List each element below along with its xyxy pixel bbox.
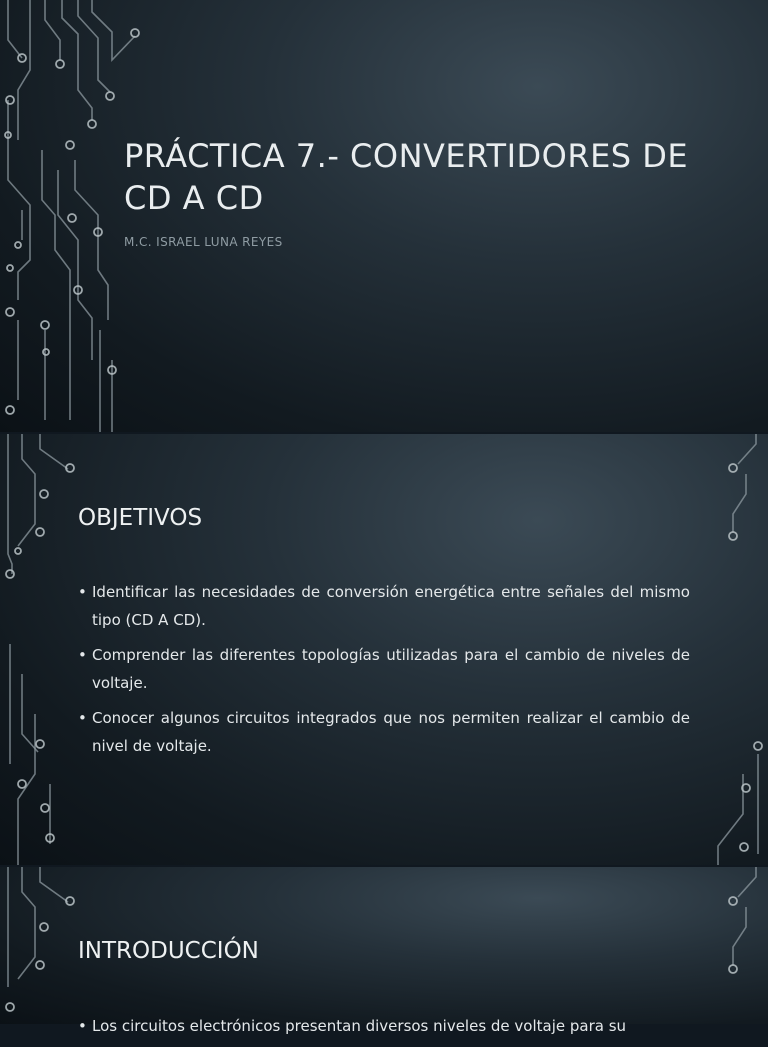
objectives-list <box>78 578 690 767</box>
title-slide <box>0 0 768 432</box>
circuit-decoration-right <box>708 434 768 865</box>
slide-heading: OBJETIVOS <box>78 505 203 531</box>
introduction-list <box>78 1012 690 1047</box>
presentation-title <box>124 135 724 219</box>
bullet-item: • Conocer algunos circuitos integrados que nos permiten realizar el cambio de nivel de voltaje. <box>78 704 690 760</box>
slide-heading: INTRODUCCIÓN <box>78 938 259 964</box>
bullet-item: • Los circuitos electrónicos presentan diversos niveles de voltaje para su <box>78 1012 690 1040</box>
bullet-item: • Identificar las necesidades de conversión energética entre señales del mismo tipo (CD A CD). <box>78 578 690 634</box>
circuit-decoration-left <box>0 434 90 865</box>
title-line-2: CD A CD <box>124 179 264 217</box>
objectives-slide <box>0 434 768 865</box>
author-subtitle: M.C. ISRAEL LUNA REYES <box>124 235 283 249</box>
title-line-1: PRÁCTICA 7.- CONVERTIDORES DE <box>124 137 689 175</box>
circuit-decoration-right <box>708 867 768 1024</box>
circuit-decoration-left <box>0 867 90 1024</box>
bullet-item: • Comprender las diferentes topologías utilizadas para el cambio de niveles de voltaje. <box>78 641 690 697</box>
introduction-slide <box>0 867 768 1035</box>
